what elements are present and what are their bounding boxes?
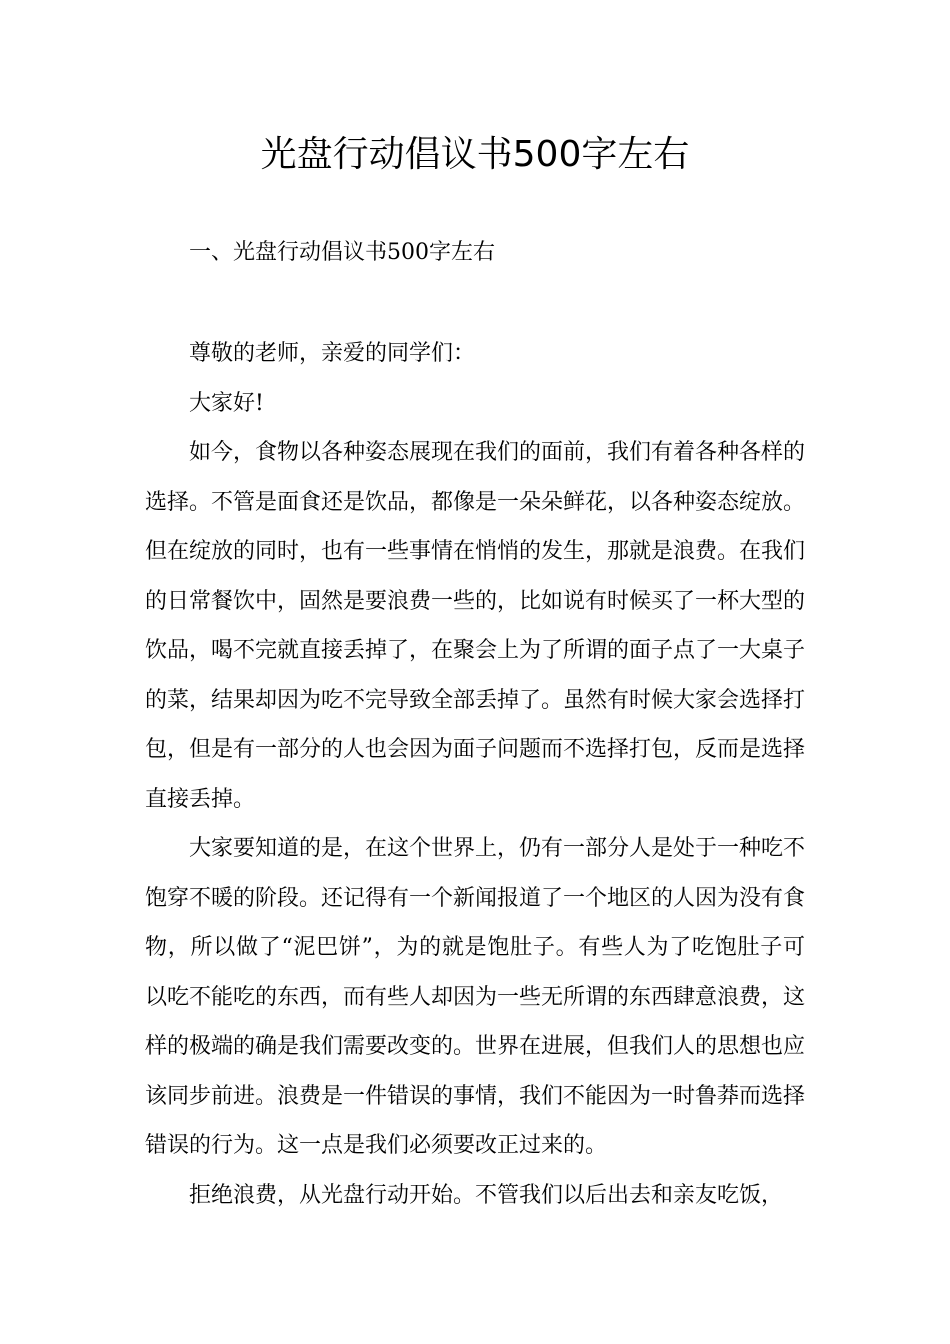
body-paragraph: 大家要知道的是，在这个世界上，仍有一部分人是处于一种吃不饱穿不暖的阶段。还记得有一个新闻报道了一个地区的人因为没有食物，所以做了“泥巴饼”，为的就是饱肚子。有些人为了吃饱肚子可以吃不能吃的东西，而有些人却因为一些无所谓的东西肆意浪费，这样的极端的确是我们需要改变的。世界在进展，但我们人的思想也应该同步前进。浪费是一件错误的事情，我们不能因为一时鲁莽而选择错误的行为。这一点是我们必须要改正过来的。 bbox=[145, 836, 806, 1158]
greeting: 大家好! bbox=[189, 390, 264, 416]
body-paragraph: 拒绝浪费，从光盘行动开始。不管我们以后出去和亲友吃饭， bbox=[189, 1182, 784, 1208]
salutation: 尊敬的老师，亲爱的同学们： bbox=[189, 341, 476, 366]
document-title: 光盘行动倡议书500字左右 bbox=[260, 134, 690, 175]
letter-body bbox=[145, 329, 805, 1220]
section-heading: 一、光盘行动倡议书500字左右 bbox=[189, 240, 495, 265]
section-heading-block bbox=[145, 228, 805, 278]
body-paragraph: 如今，食物以各种姿态展现在我们的面前，我们有着各种各样的选择。不管是面食还是饮品，都像是一朵朵鲜花，以各种姿态绽放。但在绽放的同时，也有一些事情在悄悄的发生，那就是浪费。在我们的日常餐饮中，固然是要浪费一些的，比如说有时候买了一杯大型的饮品，喝不完就直接丢掉了，在聚会上为了所谓的面子点了一大桌子的菜，结果却因为吃不完导致全部丢掉了。虽然有时候大家会选择打包，但是有一部分的人也会因为面子问题而不选择打包，反而是选择直接丢掉。 bbox=[145, 440, 806, 812]
